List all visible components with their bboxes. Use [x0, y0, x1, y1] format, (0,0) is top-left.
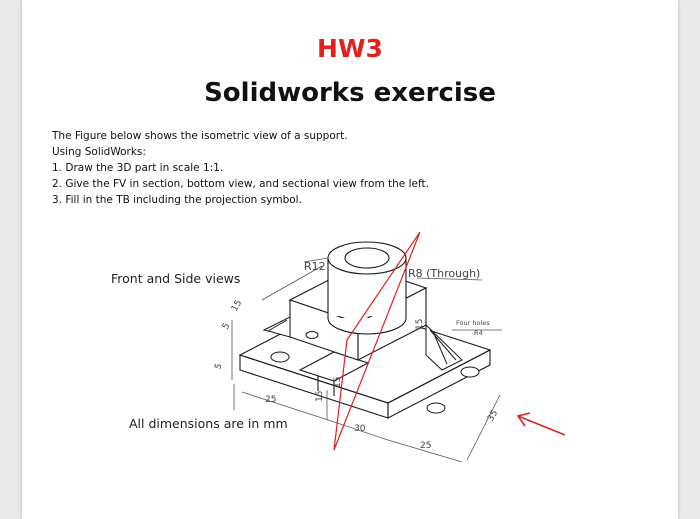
instructions-using: Using SolidWorks: — [52, 146, 146, 158]
dim-30: 30 — [354, 424, 366, 434]
dim-15-slot-b: 15 — [315, 390, 325, 402]
document-page — [22, 0, 678, 519]
instruction-step: 3. Fill in the TB including the projection symbol. — [52, 194, 302, 206]
dim-15-boss: 15 — [415, 318, 425, 330]
dim-15-top: 15 — [229, 298, 245, 314]
view-direction-arrow — [518, 413, 565, 435]
dim-holes-line1: Four holes — [456, 319, 490, 327]
instructions-intro: The Figure below shows the isometric view of a support. — [52, 130, 348, 142]
dim-holes-line2: R4 — [474, 329, 483, 337]
units-note: All dimensions are in mm — [129, 416, 288, 431]
dim-r8-through: R8 (Through) — [408, 267, 481, 280]
dim-5-upper: 5 — [220, 321, 233, 332]
dim-5-lower: 5 — [213, 362, 225, 372]
isometric-support-drawing — [22, 0, 678, 519]
document-subtitle: Solidworks exercise — [204, 78, 496, 108]
dim-r12: R12 — [304, 260, 326, 273]
instruction-step: 2. Give the FV in section, bottom view, and sectional view from the left. — [52, 178, 429, 190]
dim-15-slot-a: 15 — [333, 376, 343, 388]
instruction-step: 1. Draw the 3D part in scale 1:1. — [52, 162, 224, 174]
dim-35: 35 — [485, 408, 501, 424]
dim-25-left: 25 — [265, 395, 277, 405]
document-title: HW3 — [317, 34, 383, 63]
views-label: Front and Side views — [111, 271, 241, 286]
cylindrical-boss — [328, 242, 406, 334]
through-hole — [345, 248, 389, 268]
dim-25-bottom: 25 — [420, 441, 432, 451]
